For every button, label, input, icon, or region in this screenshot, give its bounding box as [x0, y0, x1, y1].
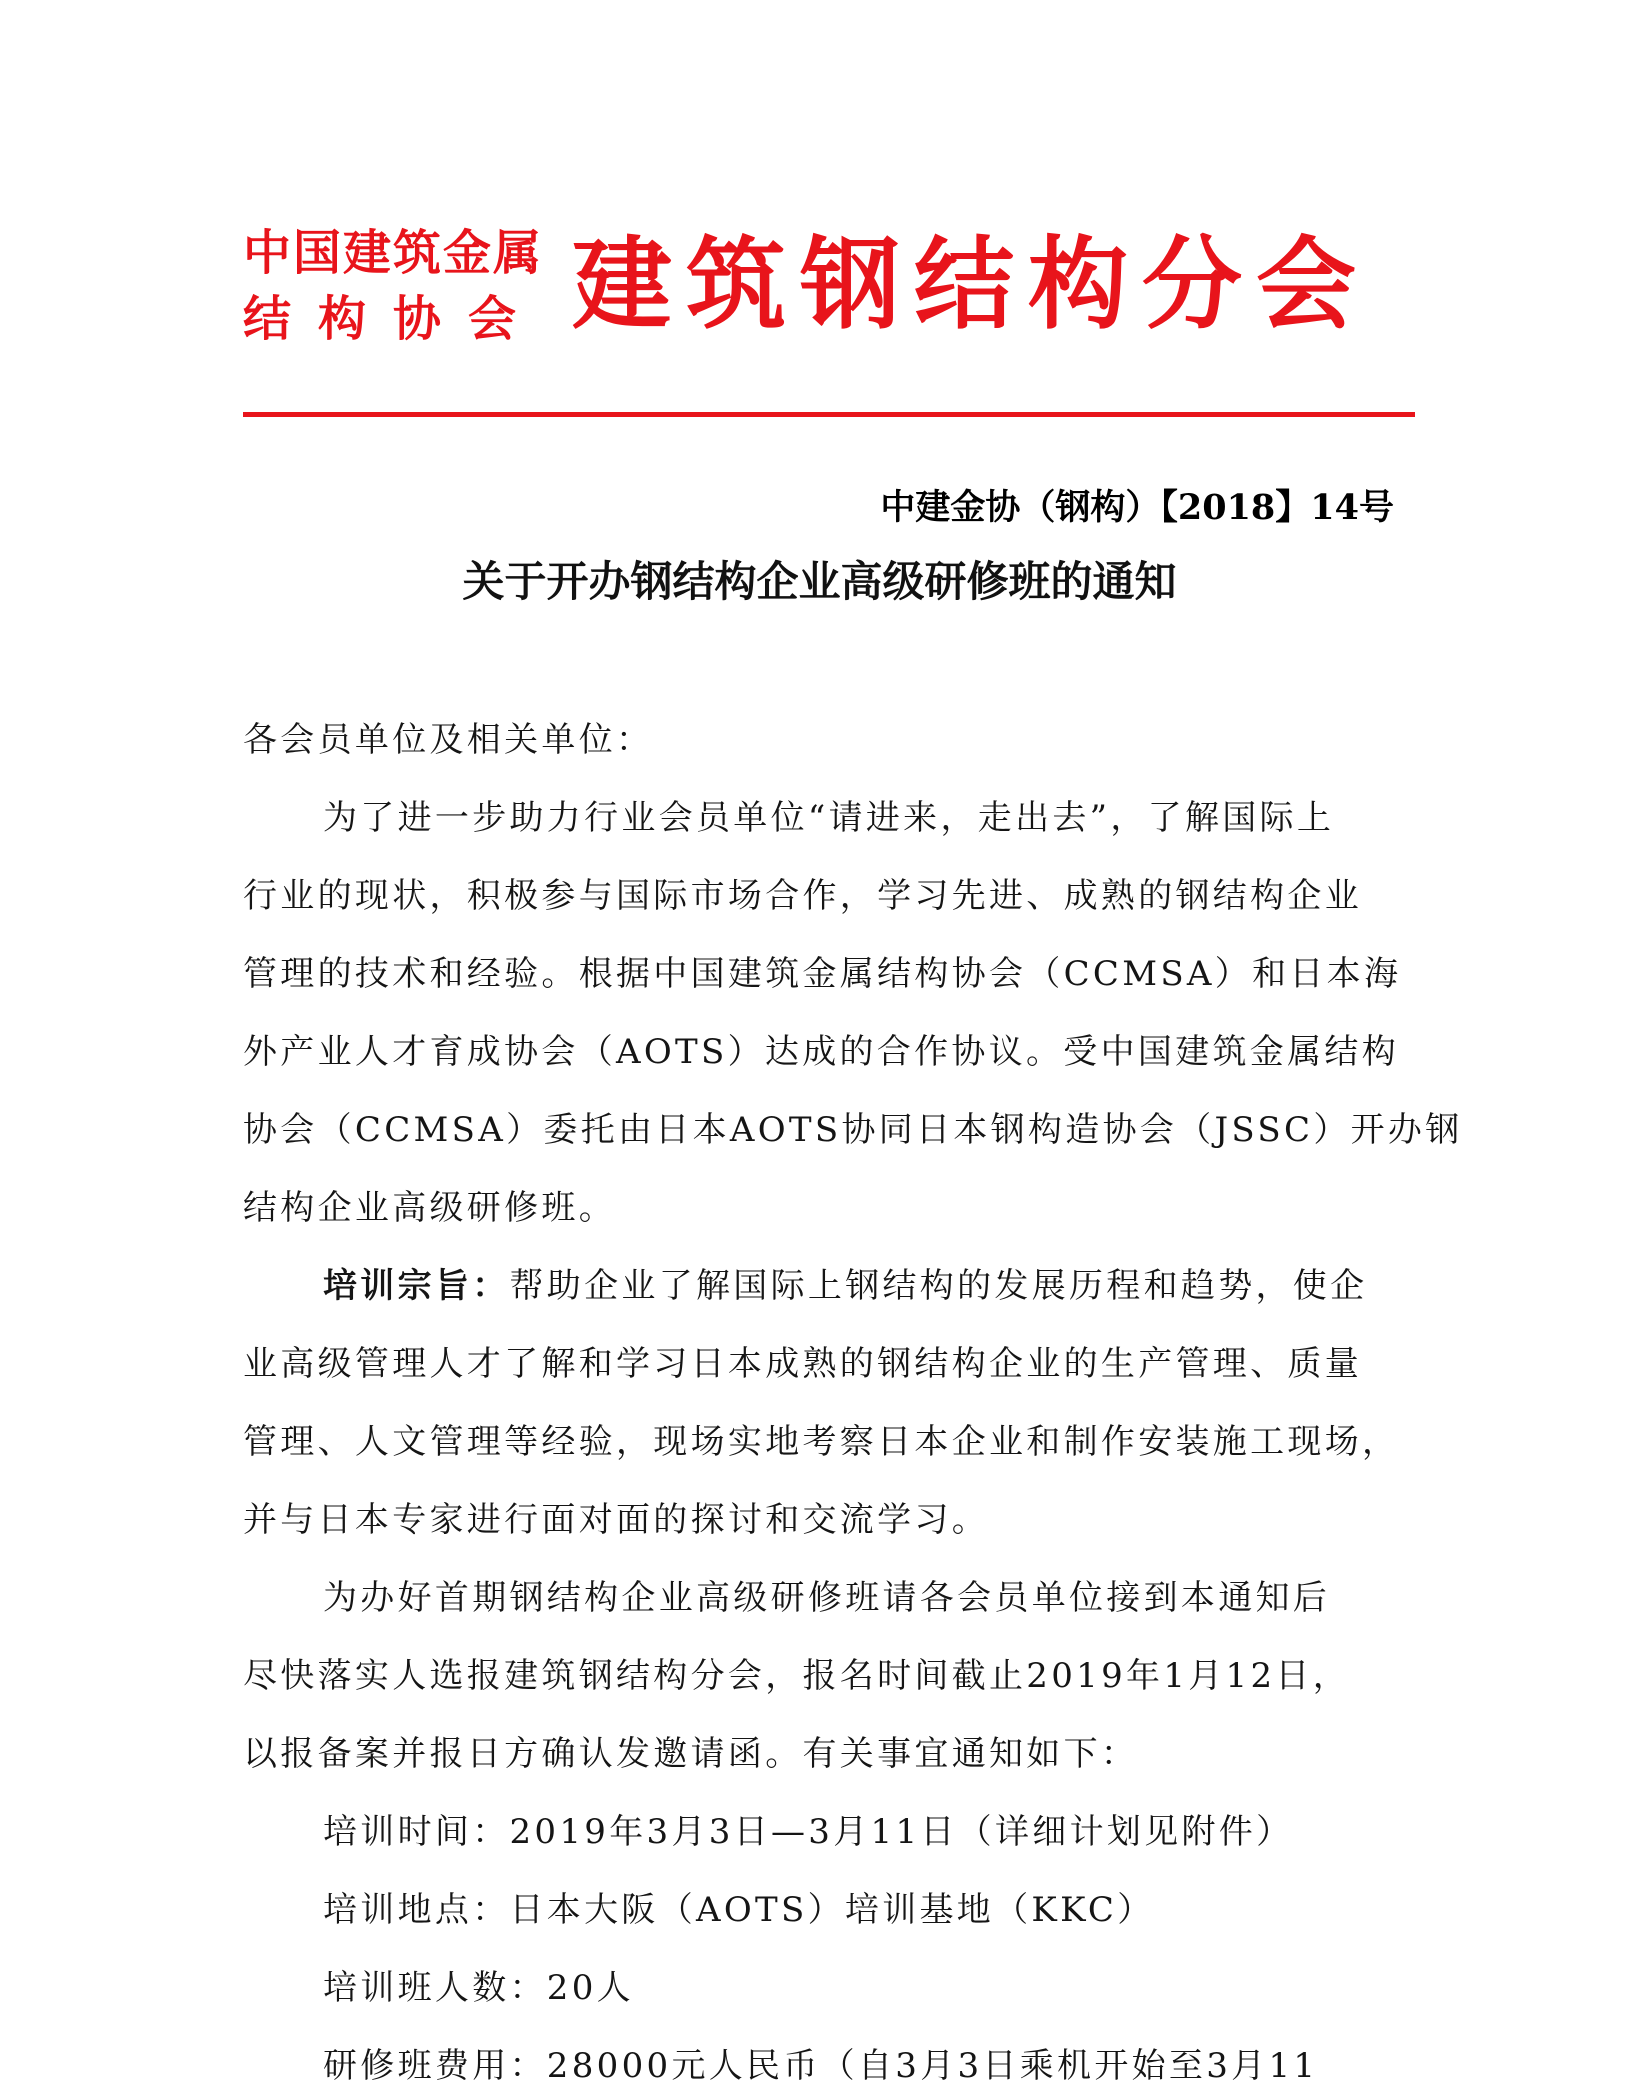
branch-name: 建筑钢结构分会: [572, 226, 1370, 343]
intro-line: 行业的现状，积极参与国际市场合作，学习先进、成熟的钢结构企业: [243, 876, 1362, 916]
purpose-line: 管理、人文管理等经验，现场实地考察日本企业和制作安装施工现场，: [243, 1422, 1400, 1462]
salutation: 各会员单位及相关单位：: [243, 720, 654, 760]
detail-fee: 研修班费用：28000元人民币（自3月3日乘机开始至3月11: [323, 2046, 1319, 2086]
intro-line: 为了进一步助力行业会员单位“请进来，走出去”，了解国际上: [323, 798, 1335, 838]
purpose-first-line: [323, 1266, 1367, 1306]
letterhead-divider: [243, 412, 1415, 417]
detail-training-location: 培训地点：日本大阪（AOTS）培训基地（KKC）: [323, 1890, 1155, 1930]
registration-line: 为办好首期钢结构企业高级研修班请各会员单位接到本通知后: [323, 1578, 1331, 1618]
purpose-label: 培训宗旨：: [323, 1266, 510, 1306]
org-name-line-2: 结构协会: [243, 291, 544, 347]
registration-line: 尽快落实人选报建筑钢结构分会，报名时间截止2019年1月12日，: [243, 1656, 1351, 1696]
document-number: 中建金协（钢构）【2018】14号: [880, 487, 1394, 528]
purpose-line: 并与日本专家进行面对面的探讨和交流学习。: [243, 1500, 989, 1540]
purpose-text: 帮助企业了解国际上钢结构的发展历程和趋势，使企: [509, 1266, 1368, 1306]
document-title: 关于开办钢结构企业高级研修班的通知: [462, 557, 1177, 606]
intro-line: 外产业人才育成协会（AOTS）达成的合作协议。受中国建筑金属结构: [243, 1032, 1399, 1072]
intro-line: 管理的技术和经验。根据中国建筑金属结构协会（CCMSA）和日本海: [243, 954, 1402, 994]
org-name-line-1: 中国建筑金属: [243, 225, 544, 281]
purpose-line: 业高级管理人才了解和学习日本成熟的钢结构企业的生产管理、质量: [243, 1344, 1362, 1384]
detail-class-size: 培训班人数：20人: [323, 1968, 634, 2008]
intro-line: 协会（CCMSA）委托由日本AOTS协同日本钢构造协会（JSSC）开办钢: [243, 1110, 1463, 1150]
detail-training-time: 培训时间：2019年3月3日—3月11日（详细计划见附件）: [323, 1812, 1294, 1852]
intro-line: 结构企业高级研修班。: [243, 1188, 616, 1228]
registration-line: 以报备案并报日方确认发邀请函。有关事宜通知如下：: [243, 1734, 1139, 1774]
